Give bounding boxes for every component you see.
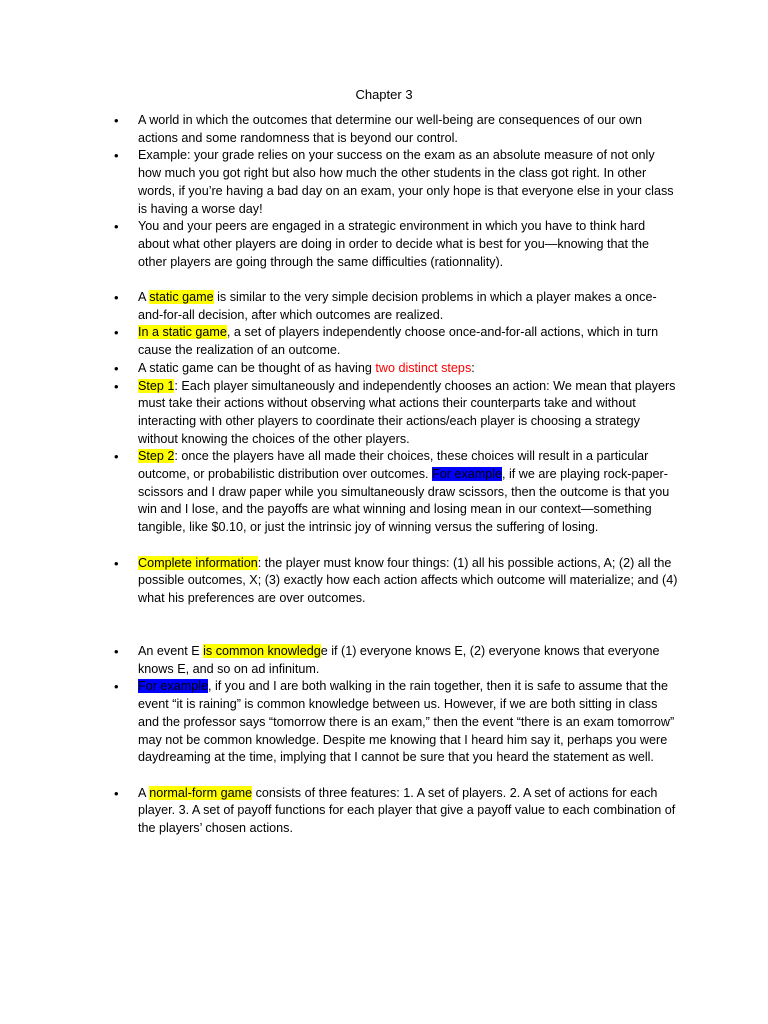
highlight-for-example: For example <box>432 467 502 482</box>
list-item <box>114 785 679 838</box>
list-item <box>114 218 679 271</box>
bullet-list-5 <box>114 785 679 838</box>
bullet-text: , a set of players independently choose once-and-for-all actions, which in turn cause the realization of an outcome. <box>138 325 659 358</box>
highlight-normal-form-game: normal-form game <box>149 785 253 800</box>
bullet-text: A static game can be thought of as having <box>138 360 376 375</box>
bullet-text: : the player must know four things: (1) all his possible actions, A; (2) all the possible outcomes, X; (3) exactly how each action affects which outcome will materialize; and (4) what his preferences are over outcomes. <box>138 555 678 605</box>
bullet-text: You and your peers are engaged in a strategic environment in which you have to think hard about what other players are doing in order to decide what is best for you—knowing that the other players are going through the same difficulties (rationnality). <box>138 219 650 269</box>
list-item <box>114 678 679 767</box>
highlight-step-1: Step 1 <box>138 378 175 393</box>
bullet-list-3 <box>114 555 679 608</box>
bullet-text: : once the players have all made their choices, these choices will result in a particular outcome, or probabilistic distribution over outcomes. <box>138 449 649 482</box>
document-body <box>114 112 679 838</box>
bullet-text: Example: your grade relies on your success on the exam as an absolute measure of not only how much you got right but also how much the other students in the class got right. In other words, if you’re having a bad day on an exam, your only hope is that everyone else in your class is having a worse day! <box>138 148 674 216</box>
list-item <box>114 448 679 537</box>
bullet-text: A <box>138 290 150 305</box>
list-item <box>114 360 679 378</box>
list-item <box>114 112 679 147</box>
bullet-text: : <box>471 360 475 375</box>
highlight-complete-information: Complete information <box>138 555 258 570</box>
highlight-step-2: Step 2 <box>138 449 175 464</box>
list-item <box>114 324 679 359</box>
bullet-text: , if we are playing rock-paper-scissors and I draw paper while you simultaneously draw scissors, then the outcome is that you win and I lose, and the payoffs are what winning and losing mean in our context—something tangible, like $0.10, or just the intrinsic joy of winning versus the suffering of losing. <box>138 467 670 535</box>
bullet-text: An event E <box>138 644 204 659</box>
bullet-list-4 <box>114 643 679 767</box>
bullet-text: consists of three features: 1. A set of players. 2. A set of actions for each player. 3. A set of payoff functions for each player that give a payoff value to each combination of the players’ chosen actions. <box>138 785 676 836</box>
list-item <box>114 378 679 449</box>
bullet-text: , if you and I are both walking in the rain together, then it is safe to assume that the event “it is raining” is common knowledge between us. However, if we are both sitting in class and the professor says “tomorrow there is an exam,” then the event “there is an exam tomorrow” may not be common knowledge. Despite me knowing that I heard him say it, perhaps you were daydreaming at the time, implying that I cannot be sure that you heard the statement as well. <box>138 679 675 765</box>
highlight-in-a-static-game: In a static game <box>138 325 227 340</box>
bullet-list-2 <box>114 289 679 537</box>
empty-line <box>114 271 679 289</box>
empty-line <box>114 608 679 643</box>
list-item <box>114 147 679 218</box>
bullet-text: is similar to the very simple decision problems in which a player makes a once-and-for-all decision, after which outcomes are realized. <box>138 290 657 322</box>
empty-line <box>114 767 679 785</box>
list-item <box>114 289 679 324</box>
bullet-list-1 <box>114 112 679 271</box>
list-item <box>114 643 679 678</box>
bullet-text: A <box>138 785 150 800</box>
empty-line <box>114 537 679 555</box>
highlight-common-knowledge: is common knowledg <box>203 644 321 659</box>
bullet-text: : Each player simultaneously and independently chooses an action: We mean that players must take their actions without observing what actions their counterparts take and without interacting with other players to coordinate their actions/each player is choosing a strategy without knowing the choices of the other players. <box>138 378 676 446</box>
red-text-two-distinct-steps: two distinct steps <box>375 360 472 375</box>
list-item <box>114 555 679 608</box>
page-title: Chapter 3 <box>355 87 413 102</box>
highlight-static-game: static game <box>149 290 214 305</box>
highlight-for-example: For example <box>138 679 208 694</box>
bullet-text: e if (1) everyone knows E, (2) everyone knows that everyone knows E, and so on ad infinitum. <box>138 644 660 676</box>
bullet-text: A world in which the outcomes that determine our well-being are consequences of our own actions and some randomness that is beyond our control. <box>138 113 643 145</box>
